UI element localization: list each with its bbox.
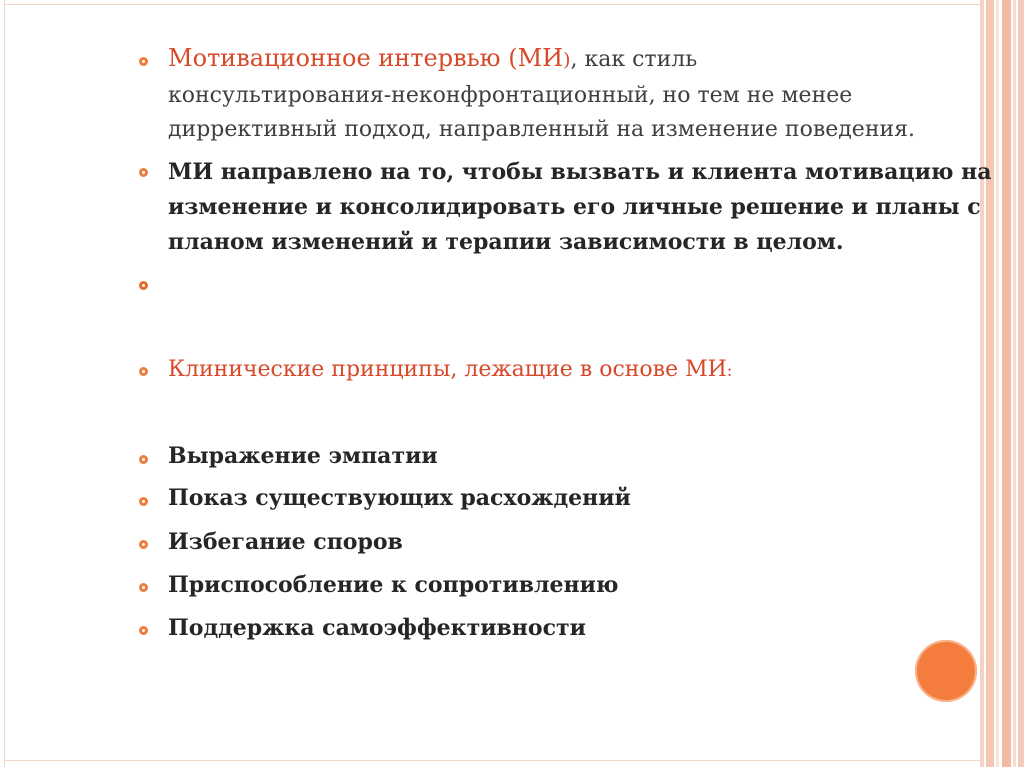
intro-line-2: консультирования-неконфронтационный, но тем не менее	[168, 83, 853, 108]
bullet-icon	[139, 626, 148, 635]
principles-heading-text: Клинические принципы, лежащие в основе МИ	[168, 357, 727, 382]
bullet-icon	[139, 583, 148, 592]
decorative-stripe	[980, 0, 984, 767]
decorative-stripe	[986, 0, 994, 767]
point2-line-3: планом изменений и терапии зависимости в целом.	[168, 229, 844, 255]
slide-border-bottom	[4, 760, 980, 761]
intro-lead-close: )	[563, 49, 571, 71]
slide-border-left	[4, 0, 5, 767]
bullet-icon	[139, 367, 148, 376]
principle-item: Показ существующих расхождений	[168, 485, 631, 511]
principle-item: Поддержка самоэффективности	[168, 615, 586, 641]
principle-item: Избегание споров	[168, 529, 403, 555]
empty-bullet-icon	[139, 281, 148, 290]
point2-line-2: изменение и консолидировать его личные решение и планы с	[168, 194, 981, 220]
principles-heading-colon: :	[726, 361, 733, 381]
slide-border-top	[4, 4, 980, 5]
principle-item: Приспособление к сопротивлению	[168, 572, 619, 598]
bullet-icon	[139, 57, 148, 66]
bullet-icon	[139, 168, 148, 177]
principles-heading	[168, 353, 733, 388]
intro-lead: Мотивационное интервью (МИ	[168, 44, 564, 72]
intro-line-1	[168, 42, 697, 77]
bullet-icon	[139, 497, 148, 506]
bullet-icon	[139, 455, 148, 464]
principle-item: Выражение эмпатии	[168, 443, 438, 469]
decorative-stripe	[996, 0, 999, 767]
point2-line-1: МИ направлено на то, чтобы вызвать и клиента мотивацию на	[168, 159, 992, 185]
intro-rest: , как стиль	[570, 47, 698, 72]
decorative-stripe	[1018, 0, 1024, 767]
decorative-stripe	[1002, 0, 1011, 767]
decorative-stripe	[1013, 0, 1016, 767]
decorative-circle	[915, 640, 977, 702]
intro-line-3: диррективный подход, направленный на изменение поведения.	[168, 117, 916, 142]
bullet-icon	[139, 540, 148, 549]
